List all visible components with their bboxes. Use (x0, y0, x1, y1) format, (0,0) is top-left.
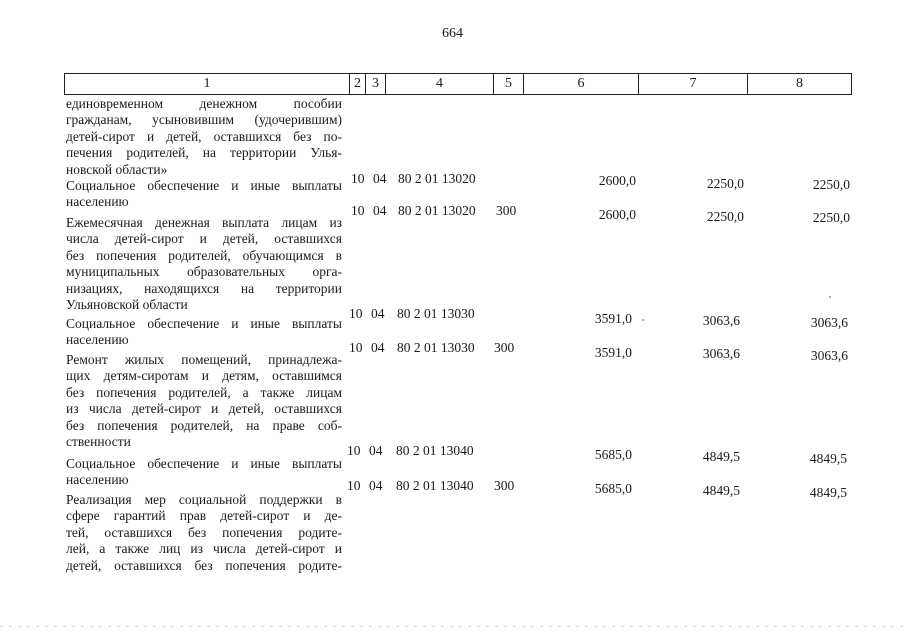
description-line: Социальное обеспечение и иные выплаты (66, 178, 342, 193)
cell-target-code: 80 2 01 13020 (398, 203, 476, 218)
description-line: населению (66, 472, 129, 488)
cell-subsection: 04 (369, 478, 383, 493)
cell-subsection: 04 (371, 306, 385, 321)
scan-edge-artifact (0, 626, 905, 627)
header-col-8: 8 (747, 74, 851, 94)
row-description (66, 492, 342, 574)
cell-section: 10 (351, 203, 365, 218)
cell-expense-type: 300 (494, 340, 515, 355)
description-line: Ремонт жилых помещений, принадлежа- (66, 352, 342, 367)
description-line: сфере гарантий прав детей-сирот и де- (66, 508, 342, 524)
description-line: из числа детей-сирот и детей, оставшихся (66, 401, 342, 417)
description-line: без попечения родителей, на праве соб- (66, 417, 342, 433)
cell-target-code: 80 2 01 13040 (396, 443, 474, 458)
cell-value-6: 2600,0 (598, 173, 636, 188)
row-description (66, 352, 342, 450)
cell-value-8: 3063,6 (810, 315, 848, 330)
cell-value-7: 3063,6 (702, 346, 740, 361)
cell-subsection: 04 (371, 340, 385, 355)
cell-value-6: 2600,0 (598, 207, 636, 222)
row-description (66, 316, 342, 349)
description-line: Социальное обеспечение и иные выплаты (66, 316, 342, 331)
cell-value-7: 2250,0 (706, 176, 744, 191)
description-line: гражданам, усыновившим (удочерившим) (66, 112, 342, 128)
cell-expense-type: 300 (494, 478, 515, 493)
header-col-1: 1 (203, 76, 211, 91)
cell-value-6: 3591,0 (594, 311, 632, 326)
description-line: новской области» (66, 161, 168, 177)
cell-target-code: 80 2 01 13030 (397, 306, 475, 321)
header-col-2: 2 (349, 74, 365, 94)
cell-value-6: 5685,0 (594, 447, 632, 462)
cell-subsection: 04 (373, 203, 387, 218)
cell-subsection: 04 (369, 443, 383, 458)
cell-target-code: 80 2 01 13030 (397, 340, 475, 355)
description-line: без попечения родителей, а также лицам (66, 384, 342, 400)
cell-value-6: 5685,0 (594, 481, 632, 496)
scan-speck (642, 319, 644, 321)
description-line: тей, оставшихся без попечения родите- (66, 524, 342, 540)
description-line: низациях, находящихся на территории (66, 280, 342, 296)
cell-value-7: 2250,0 (706, 209, 744, 224)
description-line: детей-сирот и детей, оставшихся без по- (66, 128, 342, 144)
cell-expense-type: 300 (496, 203, 517, 218)
description-line: Реализация мер социальной поддержки в (66, 492, 342, 507)
description-line: населению (66, 332, 129, 348)
cell-value-8: 3063,6 (810, 348, 848, 363)
cell-value-8: 4849,5 (809, 485, 847, 500)
description-line: ственности (66, 434, 131, 450)
cell-value-8: 4849,5 (809, 451, 847, 466)
cell-subsection: 04 (373, 171, 387, 186)
description-line: единовременном денежном пособии (66, 96, 342, 111)
cell-target-code: 80 2 01 13020 (398, 171, 476, 186)
row-description (66, 178, 342, 211)
description-line: щих детям-сиротам и детям, оставшимся (66, 368, 342, 384)
cell-value-7: 4849,5 (702, 483, 740, 498)
scan-speck (829, 296, 831, 298)
cell-section: 10 (349, 340, 363, 355)
row-description (66, 96, 342, 178)
description-line: печения родителей, на территории Улья- (66, 145, 342, 161)
cell-value-8: 2250,0 (812, 177, 850, 192)
description-line: муниципальных образовательных орга- (66, 264, 342, 280)
cell-value-6: 3591,0 (594, 345, 632, 360)
row-description (66, 215, 342, 313)
header-col-3: 3 (365, 74, 385, 94)
header-col-5: 5 (493, 74, 523, 94)
header-col-7: 7 (638, 74, 747, 94)
description-line: Ульяновской области (66, 297, 188, 313)
description-line: Ежемесячная денежная выплата лицам из (66, 215, 342, 230)
cell-value-7: 3063,6 (702, 313, 740, 328)
header-col-6: 6 (523, 74, 638, 94)
cell-target-code: 80 2 01 13040 (396, 478, 474, 493)
cell-section: 10 (351, 171, 365, 186)
cell-section: 10 (347, 478, 361, 493)
description-line: лей, а также лиц из числа детей-сирот и (66, 541, 342, 557)
description-line: детей, оставшихся без попечения родите- (66, 557, 342, 573)
description-line: населению (66, 194, 129, 210)
cell-section: 10 (349, 306, 363, 321)
description-line: числа детей-сирот и детей, оставшихся (66, 231, 342, 247)
description-line: без попечения родителей, обучающимся в (66, 247, 342, 263)
page-number: 664 (442, 26, 463, 41)
description-line: Социальное обеспечение и иные выплаты (66, 456, 342, 471)
cell-value-8: 2250,0 (812, 210, 850, 225)
table-header-row (64, 73, 852, 95)
row-description (66, 456, 342, 489)
cell-section: 10 (347, 443, 361, 458)
cell-value-7: 4849,5 (702, 449, 740, 464)
header-col-4: 4 (385, 74, 493, 94)
